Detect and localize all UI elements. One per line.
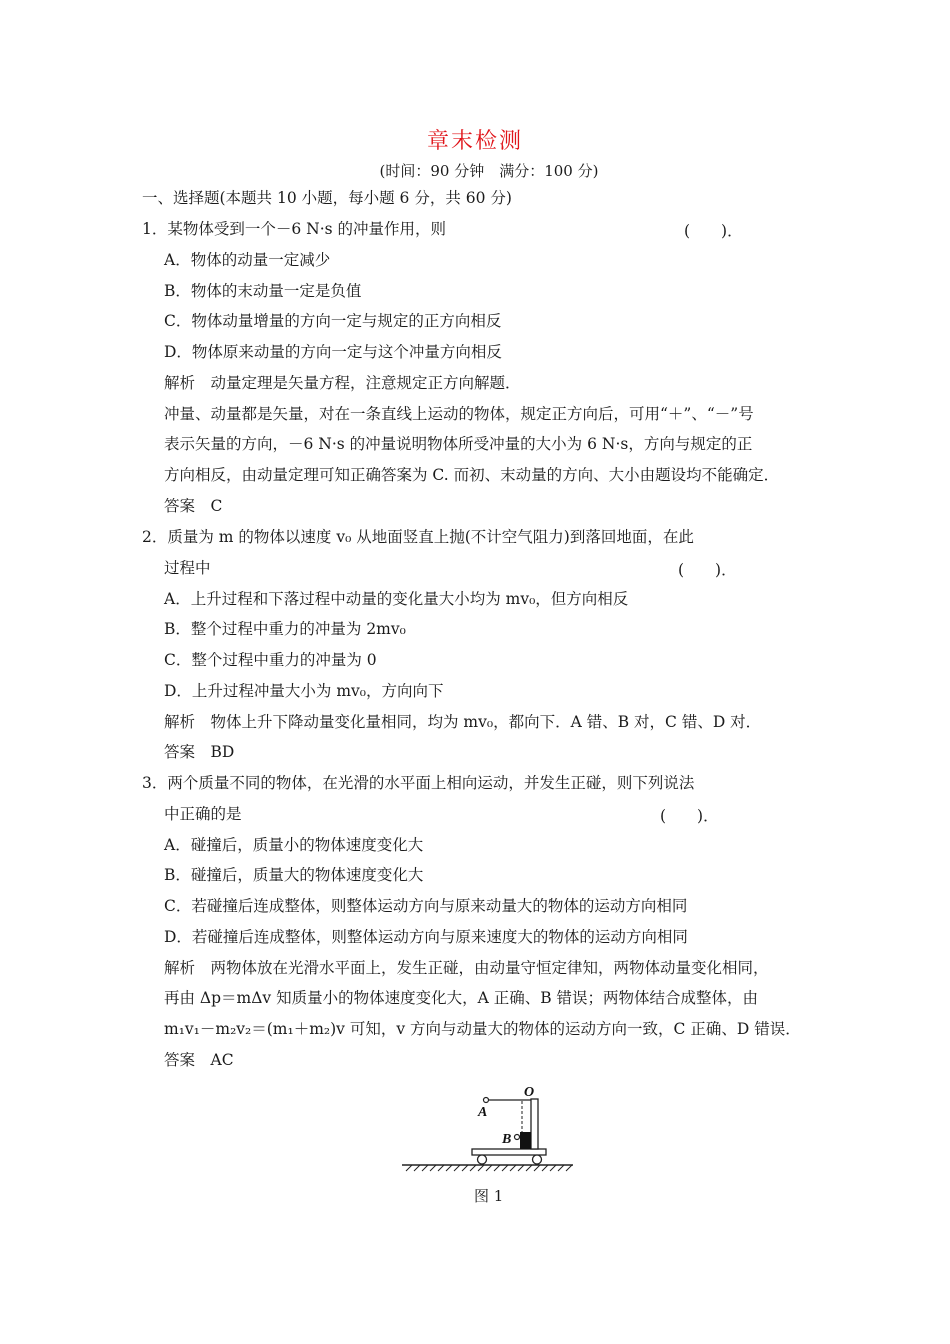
- q2-answer: 答案 BD: [164, 743, 235, 761]
- ball-a: [484, 1098, 489, 1103]
- q3-option-d: D．若碰撞后连成整体，则整体运动方向与原来速度大的物体的运动方向相同: [164, 928, 688, 946]
- page-title: 章末检测: [426, 129, 523, 154]
- q1-option-a: A．物体的动量一定减少: [164, 251, 331, 269]
- block-b: [520, 1132, 531, 1149]
- q3-stem-line2: 中正确的是: [164, 805, 242, 823]
- q2-option-d: D．上升过程冲量大小为 mv₀，方向向下: [164, 682, 444, 700]
- cart-wheel-left: [478, 1155, 487, 1164]
- q1-answer: 答案 C: [164, 497, 223, 515]
- ball-b: [515, 1135, 520, 1140]
- q3-answer: 答案 AC: [164, 1051, 234, 1069]
- q3-analysis-3: m₁v₁－m₂v₂＝(m₁＋m₂)v 可知，v 方向与动量大的物体的运动方向一致，C 正确、D 错误．: [164, 1020, 801, 1038]
- section-heading: 一、选择题(本题共 10 小题，每小题 6 分，共 60 分): [142, 189, 512, 207]
- q1-answer-blank: ( )．: [684, 222, 743, 240]
- exam-info: (时间：90 分钟 满分：100 分): [379, 162, 599, 180]
- label-o: O: [524, 1085, 535, 1100]
- cart-wheel-right: [533, 1155, 542, 1164]
- q3-option-c: C．若碰撞后连成整体，则整体运动方向与原来动量大的物体的运动方向相同: [164, 897, 688, 915]
- q1-analysis-4: 方向相反，由动量定理可知正确答案为 C. 而初、末动量的方向、大小由题设均不能确定．: [164, 466, 780, 484]
- figure-caption: 图 1: [474, 1187, 504, 1205]
- ground-hatching: [406, 1165, 572, 1171]
- q2-option-b: B．整个过程中重力的冲量为 2mv₀: [164, 620, 406, 638]
- q3-analysis-1: 解析 两物体放在光滑水平面上，发生正碰，由动量守恒定律知，两物体动量变化相同，: [164, 959, 769, 977]
- q1-stem: 1．某物体受到一个－6 N·s 的冲量作用，则: [142, 220, 447, 238]
- q2-option-a: A．上升过程和下落过程中动量的变化量大小均为 mv₀，但方向相反: [164, 590, 629, 608]
- q2-analysis: 解析 物体上升下降动量变化量相同，均为 mv₀，都向下．A 错、B 对，C 错、D 对．: [164, 713, 762, 731]
- label-a: A: [478, 1105, 488, 1120]
- q1-analysis-3: 表示矢量的方向，－6 N·s 的冲量说明物体所受冲量的大小为 6 N·s，方向与规定的正: [164, 435, 753, 453]
- q3-option-b: B．碰撞后，质量大的物体速度变化大: [164, 866, 424, 884]
- q1-option-d: D．物体原来动量的方向一定与这个冲量方向相反: [164, 343, 502, 361]
- cart-pendulum-figure: [400, 1082, 575, 1172]
- q1-option-b: B．物体的末动量一定是负值: [164, 282, 362, 300]
- q3-stem-line1: 3．两个质量不同的物体，在光滑的水平面上相向运动，并发生正碰，则下列说法: [142, 774, 695, 792]
- label-b: B: [502, 1132, 512, 1147]
- q2-stem-line1: 2．质量为 m 的物体以速度 v₀ 从地面竖直上抛(不计空气阻力)到落回地面，在此: [142, 528, 694, 546]
- q2-answer-blank: ( )．: [678, 561, 737, 579]
- q1-option-c: C．物体动量增量的方向一定与规定的正方向相反: [164, 312, 502, 330]
- q1-analysis-1: 解析 动量定理是矢量方程，注意规定正方向解题．: [164, 374, 521, 392]
- q3-analysis-2: 再由 Δp＝mΔv 知质量小的物体速度变化大，A 正确、B 错误；两物体结合成整体，由: [164, 989, 759, 1007]
- q2-option-c: C．整个过程中重力的冲量为 0: [164, 651, 377, 669]
- q2-stem-line2: 过程中: [164, 559, 211, 577]
- support-post: [531, 1099, 538, 1149]
- q3-answer-blank: ( )．: [660, 807, 719, 825]
- q3-option-a: A．碰撞后，质量小的物体速度变化大: [164, 836, 424, 854]
- q1-analysis-2: 冲量、动量都是矢量，对在一条直线上运动的物体，规定正方向后，可用“＋”、“－”号: [164, 405, 754, 423]
- cart-base: [472, 1149, 546, 1155]
